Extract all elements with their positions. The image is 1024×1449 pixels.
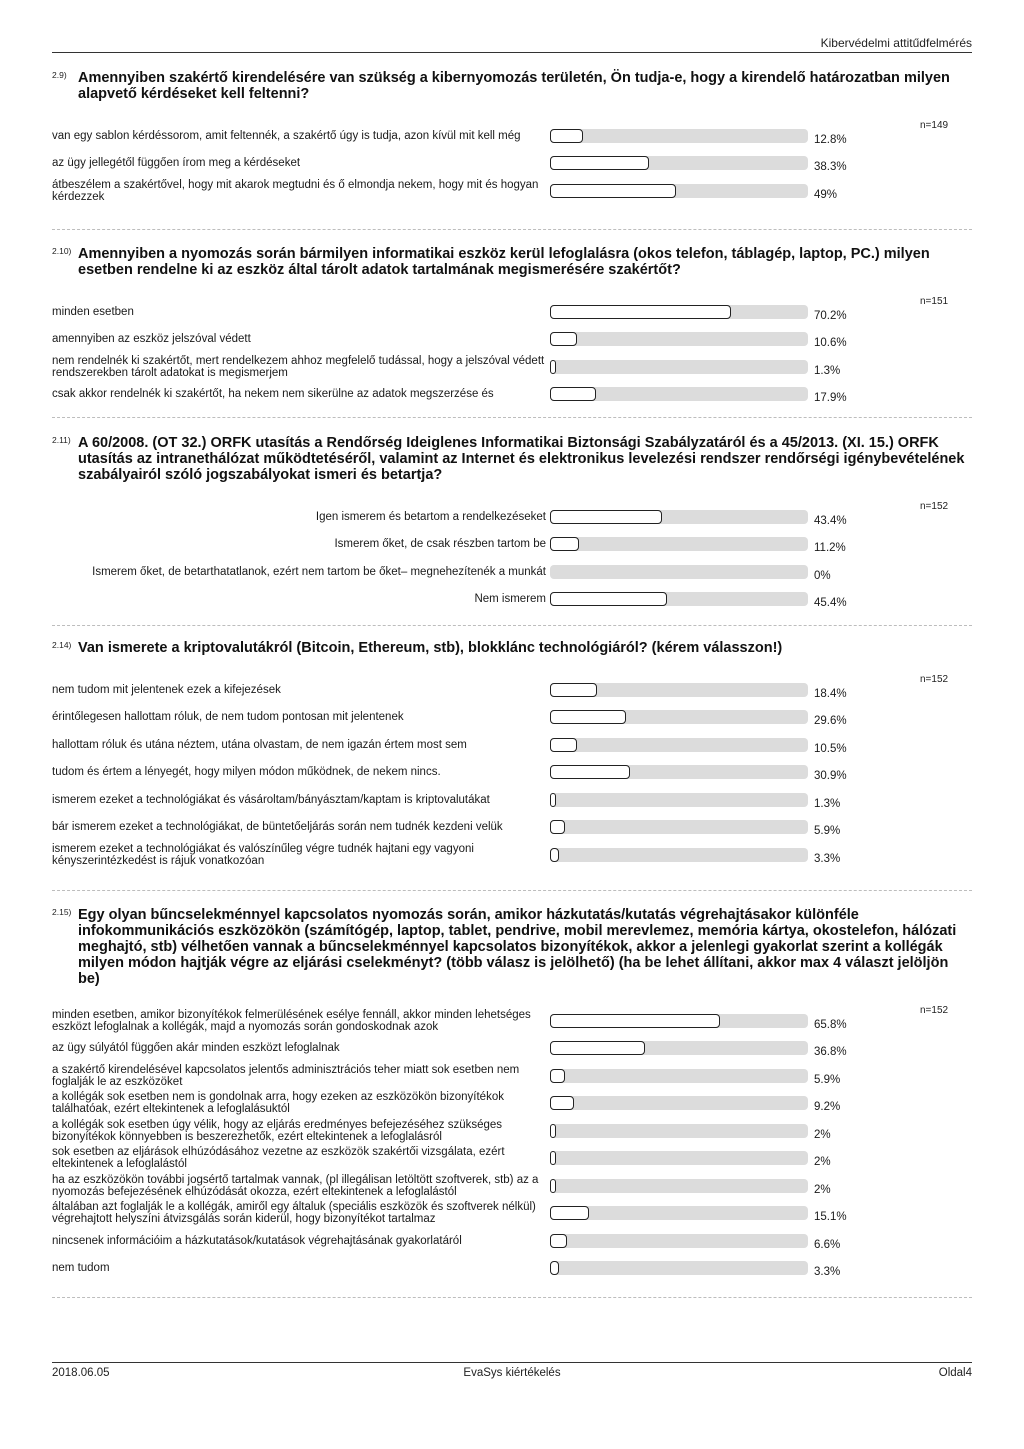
answer-percentage: 2% (814, 1128, 831, 1141)
answer-bar-track (550, 1206, 808, 1220)
answer-row (52, 177, 972, 205)
answer-bar-fill (550, 1151, 556, 1165)
answer-label: tudom és értem a lényegét, hogy milyen módon működnek, de nekem nincs. (52, 766, 441, 779)
sample-size: n=151 (920, 296, 949, 307)
answer-label: sok esetben az eljárások elhúzódásához vezetne az eszközök szakértői vizsgálata, ezért eltekintenek a lefoglalástól (52, 1146, 505, 1171)
answer-label: átbeszélem a szakértővel, hogy mit akarok megtudni és ő elmondja nekem, hogy mit és hogyan kérdezzek (52, 178, 539, 203)
answer-percentage: 6.6% (814, 1238, 841, 1251)
answer-bar-track (550, 1124, 808, 1138)
header-rule (52, 52, 972, 53)
answer-bar-track (550, 332, 808, 346)
question-title: Amennyiben a nyomozás során bármilyen informatikai eszköz kerül lefoglalásra (okos telefon, táblagép, laptop, PC.) milyen esetben rendelne ki az eszköz által tárolt adatok tartalmának megismerésére szakértőt? (78, 246, 930, 278)
answer-bar-fill (550, 1234, 567, 1248)
answer-row (52, 731, 972, 759)
answer-label: van egy sablon kérdéssorom, amit feltennék, a szakértő úgy is tudja, azon kívül mit kell még (52, 129, 521, 142)
answer-bar-track (550, 537, 808, 551)
footer-rule (52, 1362, 972, 1363)
answer-row (52, 1117, 972, 1145)
answer-label: a kollégák sok esetben úgy vélik, hogy az eljárás eredményes befejezéséhez szükséges bizonyítékok könnyebben is beszerezhetők, ezért eltekintenek a lefoglalásról (52, 1118, 503, 1143)
answer-row (52, 1145, 972, 1173)
question-title: Amennyiben szakértő kirendelésére van szükség a kibernyomozás területén, Ön tudja-e, hogy a kirendelő határozatban milyen alapvető kérdéseket kell feltenni? (78, 70, 950, 102)
answer-row (52, 122, 972, 150)
question-block (52, 70, 972, 205)
answer-bar-fill (550, 592, 667, 606)
answer-bar-track (550, 1041, 808, 1055)
answer-row (52, 1255, 972, 1283)
answer-label: Igen ismerem és betartom a rendelkezéseket (315, 510, 546, 523)
answer-percentage: 36.8% (814, 1046, 847, 1059)
answer-bar-fill (550, 1041, 645, 1055)
answer-bar-fill (550, 1179, 556, 1193)
question-header (52, 907, 972, 995)
answer-percentage: 17.9% (814, 392, 847, 405)
answer-bar-track (550, 683, 808, 697)
answer-percentage: 0% (814, 569, 831, 582)
answer-label: Nem ismerem (474, 593, 546, 606)
question-header (52, 640, 972, 664)
answer-bar-fill (550, 129, 583, 143)
answer-percentage: 10.5% (814, 742, 847, 755)
answer-bar-fill (550, 1069, 565, 1083)
answer-label: ismerem ezeket a technológiákat és vásároltam/bányásztam/kaptam is kriptovalutákat (52, 793, 490, 806)
answer-percentage: 70.2% (814, 309, 847, 322)
answer-percentage: 18.4% (814, 687, 847, 700)
section-separator (52, 625, 972, 626)
answer-percentage: 10.6% (814, 337, 847, 350)
answer-label: érintőlegesen hallottam róluk, de nem tudom pontosan mit jelentenek (52, 711, 404, 724)
question-block (52, 640, 972, 869)
answer-bar-track (550, 710, 808, 724)
answer-bar-fill (550, 793, 556, 807)
answer-row (52, 558, 972, 586)
answer-label: a kollégák sok esetben nem is gondolnak arra, hogy ezeken az eszközökön bizonyítékok találhatóak, ezért eltekintenek a lefoglalásuktól (52, 1091, 504, 1116)
answer-bar-fill (550, 1096, 574, 1110)
answer-bar-track (550, 360, 808, 374)
answer-row (52, 1035, 972, 1063)
footer-page-number: Oldal4 (938, 1367, 972, 1379)
answer-percentage: 3.3% (814, 1266, 841, 1279)
answer-bar-fill (550, 1261, 559, 1275)
answer-percentage: 15.1% (814, 1211, 847, 1224)
answer-bar-track (550, 1014, 808, 1028)
answer-label: nincsenek információim a házkutatások/kutatások végrehajtásának gyakorlatáról (52, 1234, 462, 1247)
answer-bar-fill (550, 510, 662, 524)
answer-bar-fill (550, 683, 597, 697)
answer-percentage: 5.9% (814, 825, 841, 838)
answer-bar-fill (550, 848, 559, 862)
answer-list (52, 676, 972, 869)
answer-label: minden esetben (52, 305, 134, 318)
answer-row (52, 1062, 972, 1090)
footer-center: EvaSys kiértékelés (463, 1367, 561, 1379)
answer-list (52, 503, 972, 613)
answer-bar-track (550, 305, 808, 319)
answer-percentage: 1.3% (814, 797, 841, 810)
section-separator (52, 890, 972, 891)
answer-bar-fill (550, 1014, 720, 1028)
answer-bar-track (550, 1151, 808, 1165)
answer-label: az ügy jellegétől függően írom meg a kérdéseket (52, 157, 301, 170)
answer-label: nem rendelnék ki szakértőt, mert rendelkezem ahhoz megfelelő tudással, hogy a jelszóval védett rendszerekben tárolt adatokat is megismerjem (52, 354, 545, 379)
answer-label: általában azt foglalják le a kollégák, amiről egy általuk (speciális eszközök és szoftverek nélkül) végrehajtott helyszíni átvizsgálás során kiderül, hogy bizonyítékot tartalmaz (52, 1201, 536, 1226)
answer-row (52, 814, 972, 842)
answer-label: nem tudom mit jelentenek ezek a kifejezések (52, 683, 281, 696)
answer-label: ismerem ezeket a technológiákat és valószínűleg végre tudnék hajtani egy vagyoni kényszerintézkedést is rájuk vonatkozóan (52, 842, 474, 867)
question-number: 2.11) (52, 435, 71, 445)
answer-bar-track (550, 156, 808, 170)
answer-percentage: 2% (814, 1156, 831, 1169)
answer-bar-track (550, 1179, 808, 1193)
answer-label: az ügy súlyától függően akár minden eszközt lefoglalnak (52, 1042, 340, 1055)
answer-bar-track (550, 592, 808, 606)
section-separator (52, 417, 972, 418)
answer-bar-track (550, 565, 808, 579)
answer-percentage: 45.4% (814, 597, 847, 610)
answer-row (52, 759, 972, 787)
answer-bar-track (550, 820, 808, 834)
answer-bar-fill (550, 765, 630, 779)
answer-bar-fill (550, 184, 676, 198)
answer-bar-fill (550, 710, 626, 724)
answer-label: ha az eszközökön további jogsértő tartalmak vannak, (pl illegálisan letöltött szoftverek, stb) az a nyomozás befejezésének elhúzódását okozza, ezért eltekintenek a lefoglalástól (52, 1173, 539, 1198)
answer-bar-track (550, 1261, 808, 1275)
answer-row (52, 326, 972, 354)
answer-bar-fill (550, 1206, 589, 1220)
answer-row (52, 676, 972, 704)
answer-bar-fill (550, 387, 596, 401)
sample-size: n=149 (920, 120, 949, 131)
answer-bar-track (550, 793, 808, 807)
answer-row (52, 150, 972, 178)
answer-bar-fill (550, 820, 565, 834)
answer-row (52, 353, 972, 381)
answer-row (52, 531, 972, 559)
sample-size: n=152 (920, 1005, 949, 1016)
answer-bar-track (550, 387, 808, 401)
answer-bar-track (550, 510, 808, 524)
answer-label: minden esetben, amikor bizonyítékok felmerülésének esélye fennáll, akkor minden lehetséges eszközt lefoglalnak a kollégák, majd a nyomozás során gondoskodnak azok (52, 1008, 531, 1033)
answer-percentage: 49% (814, 188, 838, 201)
answer-percentage: 43.4% (814, 514, 847, 527)
answer-row (52, 1227, 972, 1255)
answer-bar-track (550, 184, 808, 198)
question-number: 2.14) (52, 640, 72, 650)
section-separator (52, 1297, 972, 1298)
answer-row (52, 1090, 972, 1118)
question-number: 2.10) (52, 246, 72, 256)
answer-bar-track (550, 848, 808, 862)
answer-row (52, 1200, 972, 1228)
answer-list (52, 1007, 972, 1282)
document-header-title: Kibervédelmi attitűdfelmérés (820, 36, 972, 50)
answer-label: nem tudom (52, 1262, 110, 1275)
question-block (52, 907, 972, 1282)
footer-date: 2018.06.05 (52, 1367, 110, 1379)
question-header (52, 435, 972, 491)
answer-label: bár ismerem ezeket a technológiákat, de büntetőeljárás során nem tudnék kezdeni velük (52, 821, 503, 834)
answer-percentage: 30.9% (814, 770, 847, 783)
question-title: Egy olyan bűncselekménnyel kapcsolatos nyomozás során, amikor házkutatás/kutatás végrehajtásakor különféle infokommunikációs eszközökön (számítógép, laptop, tablet, pendrive, mobil merevlemez, memória kártya, okostelefon, hálózati meghajtó, stb) vélhetően vannak a bűncselekménnyel kapcsolatos bizonyítékok, akkor a jelenlegi gyakorlat szerint a kollégák milyen módon hajtják végre az eljárási cselekményt? (több válasz is jelölhető) (ha be lehet állítani, akkor max 4 választ jelöljön be) (78, 907, 957, 987)
answer-row (52, 586, 972, 614)
question-header (52, 246, 972, 286)
answer-bar-track (550, 1069, 808, 1083)
question-header (52, 70, 972, 110)
answer-row (52, 786, 972, 814)
answer-percentage: 65.8% (814, 1018, 847, 1031)
answer-row (52, 503, 972, 531)
question-title: Van ismerete a kriptovalutákról (Bitcoin, Ethereum, stb), blokklánc technológiáról? (kérem válasszon!) (78, 640, 783, 656)
question-block (52, 435, 972, 613)
answer-bar-fill (550, 156, 649, 170)
answer-percentage: 29.6% (814, 715, 847, 728)
answer-row (52, 1172, 972, 1200)
answer-bar-track (550, 765, 808, 779)
answer-percentage: 11.2% (814, 542, 846, 555)
answer-bar-track (550, 129, 808, 143)
answer-list (52, 122, 972, 205)
answer-bar-track (550, 1234, 808, 1248)
answer-bar-fill (550, 537, 579, 551)
answer-label: Ismerem őket, de betarthatatlanok, ezért nem tartom be őket– megnehezítenék a munkát (92, 565, 546, 578)
section-separator (52, 229, 972, 230)
answer-percentage: 1.3% (814, 364, 841, 377)
sample-size: n=152 (920, 501, 949, 512)
answer-row (52, 381, 972, 409)
question-block (52, 246, 972, 408)
answer-bar-track (550, 1096, 808, 1110)
sample-size: n=152 (920, 674, 949, 685)
answer-label: csak akkor rendelnék ki szakértőt, ha nekem nem sikerülne az adatok megszerzése és (52, 388, 494, 401)
answer-list (52, 298, 972, 408)
question-number: 2.15) (52, 907, 72, 917)
question-number: 2.9) (52, 70, 67, 80)
answer-label: Ismerem őket, de csak részben tartom be (334, 538, 546, 551)
answer-percentage: 5.9% (814, 1073, 841, 1086)
answer-percentage: 2% (814, 1183, 831, 1196)
answer-bar-fill (550, 332, 577, 346)
answer-percentage: 3.3% (814, 852, 841, 865)
answer-bar-fill (550, 360, 556, 374)
answer-label: a szakértő kirendelésével kapcsolatos jelentős adminisztrációs teher miatt sok esetben nem foglalják le az eszközöket (52, 1063, 520, 1088)
answer-percentage: 12.8% (814, 133, 847, 146)
answer-bar-track (550, 738, 808, 752)
answer-row (52, 1007, 972, 1035)
answer-row (52, 298, 972, 326)
answer-bar-fill (550, 1124, 556, 1138)
answer-label: hallottam róluk és utána néztem, utána olvastam, de nem igazán értem most sem (52, 738, 467, 751)
answer-row (52, 841, 972, 869)
answer-bar-fill (550, 305, 731, 319)
answer-label: amennyiben az eszköz jelszóval védett (52, 333, 251, 346)
answer-row (52, 704, 972, 732)
answer-percentage: 38.3% (814, 161, 847, 174)
question-title: A 60/2008. (OT 32.) ORFK utasítás a Rendőrség Ideiglenes Informatikai Biztonsági Szabályzatáról és a 45/2013. (XI. 15.) ORFK utasítás az intranethálózat működtetéséről, valamint az Internet és elektronikus levelezési rendszer rendőrségi igénybevételének szabályairól szóló jogszabályokat ismeri és betartja? (78, 435, 965, 483)
answer-percentage: 9.2% (814, 1101, 841, 1114)
answer-bar-fill (550, 738, 577, 752)
